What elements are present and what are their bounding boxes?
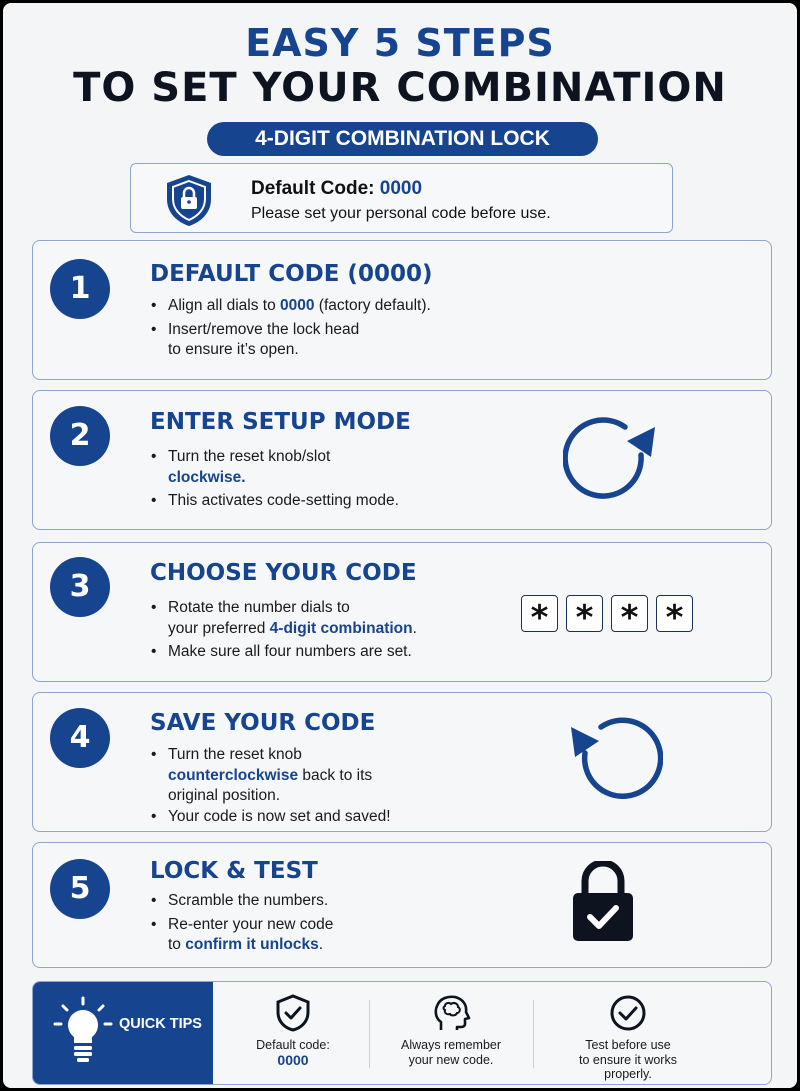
step-number-badge: 2 bbox=[50, 406, 110, 466]
bullet: • Re-enter your new code to confirm it unlocks. bbox=[150, 915, 333, 956]
step-title: ENTER SETUP MODE bbox=[150, 409, 411, 435]
tip-test-lock bbox=[533, 982, 723, 1085]
step-bullets bbox=[150, 447, 399, 515]
title-line-2: TO SET YOUR COMBINATION bbox=[73, 65, 727, 111]
bullet: • Turn the reset knob/slot clockwise. bbox=[150, 447, 399, 488]
title-line-1: EASY 5 STEPS bbox=[245, 21, 555, 65]
digit-slot: * bbox=[611, 595, 648, 632]
instruction-sheet bbox=[3, 3, 797, 1088]
shield-lock-icon bbox=[161, 172, 217, 233]
digit-slot: * bbox=[656, 595, 693, 632]
lightbulb-icon bbox=[51, 996, 115, 1073]
quick-tips-label: QUICK TIPS bbox=[119, 1016, 202, 1032]
default-code-note: Please set your personal code before use. bbox=[251, 205, 551, 222]
step-title: CHOOSE YOUR CODE bbox=[150, 560, 417, 586]
step-bullets bbox=[150, 891, 333, 959]
tip-text: Test before use to ensure it works properly. bbox=[579, 1038, 677, 1081]
lock-type-pill: 4-DIGIT COMBINATION LOCK bbox=[207, 122, 598, 156]
brain-head-icon bbox=[431, 994, 471, 1037]
step-1-card bbox=[32, 240, 772, 380]
step-title: LOCK & TEST bbox=[150, 858, 318, 884]
check-circle-icon bbox=[609, 994, 647, 1037]
counterclockwise-arrow-icon bbox=[563, 713, 663, 814]
bullet: • Make sure all four numbers are set. bbox=[150, 642, 417, 663]
bullet: • Turn the reset knob counterclockwise back to its original position. bbox=[150, 745, 391, 807]
bullet: • Your code is now set and saved! bbox=[150, 807, 391, 828]
step-4-card bbox=[32, 692, 772, 832]
padlock-check-icon bbox=[571, 861, 635, 948]
bullet: • Scramble the numbers. bbox=[150, 891, 333, 912]
step-bullets bbox=[150, 745, 391, 830]
step-number-badge: 3 bbox=[50, 557, 110, 617]
tip-remember-code bbox=[369, 982, 533, 1085]
tip-default-code bbox=[213, 982, 373, 1085]
default-code-box bbox=[130, 163, 673, 233]
step-number-badge: 1 bbox=[50, 259, 110, 319]
tip-text: Default code: 0000 bbox=[256, 1038, 330, 1068]
step-bullets bbox=[150, 296, 431, 364]
shield-check-icon bbox=[275, 994, 311, 1037]
digit-slot: * bbox=[521, 595, 558, 632]
step-2-card bbox=[32, 390, 772, 530]
step-number-badge: 4 bbox=[50, 708, 110, 768]
default-code-value: 0000 bbox=[379, 178, 423, 199]
tip-text: Always remember your new code. bbox=[400, 1038, 502, 1067]
bullet: • Align all dials to 0000 (factory default). bbox=[150, 296, 431, 317]
bullet: • This activates code-setting mode. bbox=[150, 491, 399, 512]
bullet: • Rotate the number dials to your preferred 4-digit combination. bbox=[150, 598, 417, 639]
digit-slot: * bbox=[566, 595, 603, 632]
bullet: • Insert/remove the lock head to ensure it’s open. bbox=[150, 320, 431, 361]
step-3-card bbox=[32, 542, 772, 682]
step-title: SAVE YOUR CODE bbox=[150, 710, 376, 736]
step-5-card bbox=[32, 842, 772, 968]
step-title: DEFAULT CODE (0000) bbox=[150, 261, 433, 287]
step-number-badge: 5 bbox=[50, 859, 110, 919]
quick-tips-bar bbox=[32, 981, 772, 1085]
step-bullets bbox=[150, 598, 417, 666]
code-digits bbox=[521, 595, 693, 638]
default-code-line: Default Code: 0000 bbox=[251, 178, 423, 199]
clockwise-arrow-icon bbox=[563, 417, 663, 512]
quick-tips-header bbox=[33, 982, 213, 1085]
